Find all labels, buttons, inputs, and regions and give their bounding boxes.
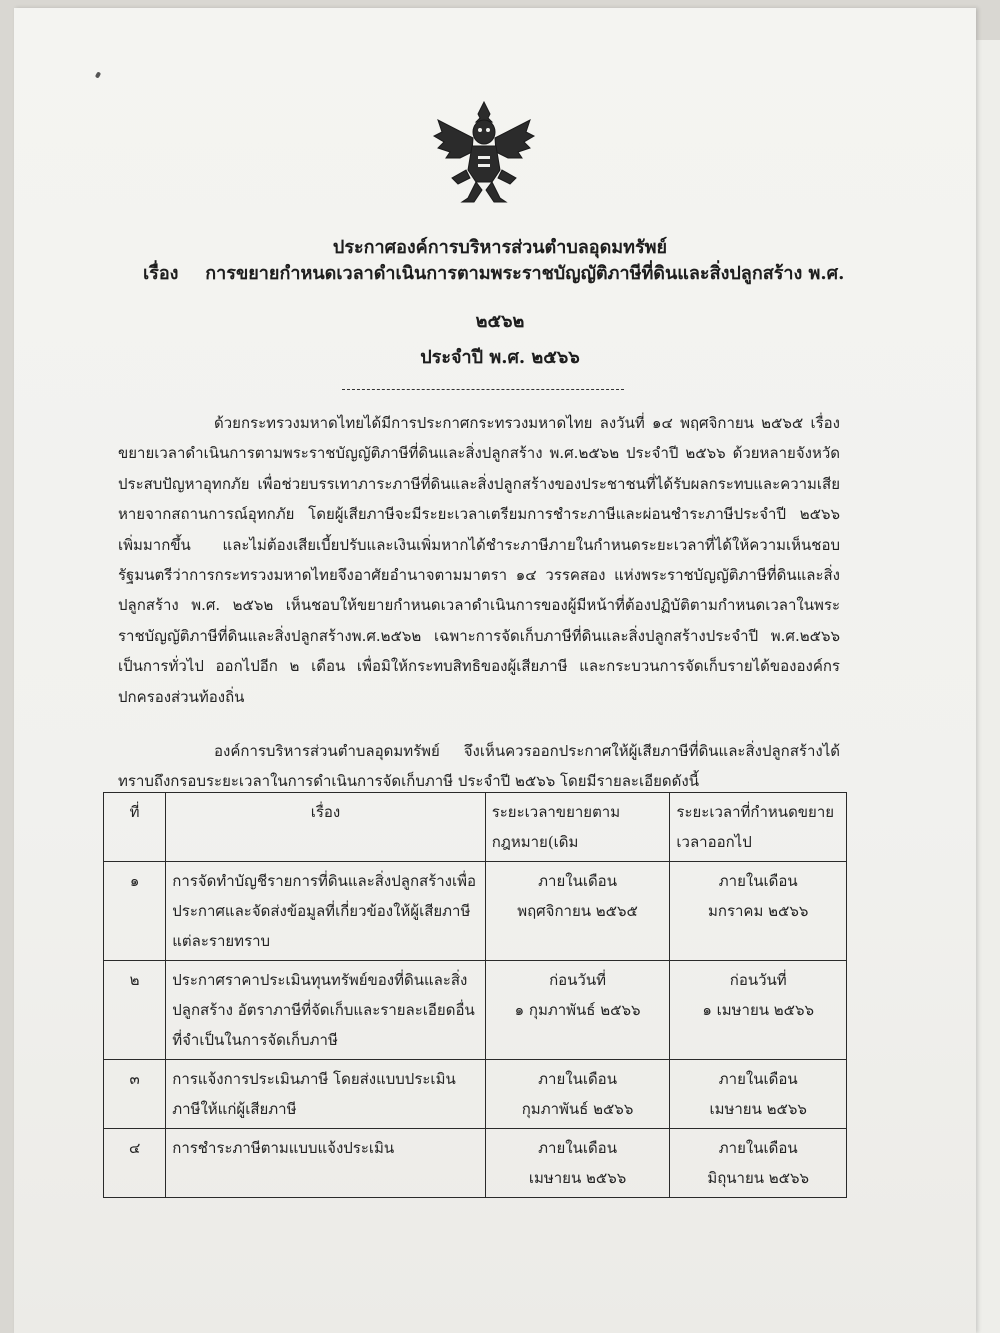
new-period-line-2: ๑ เมษายน ๒๕๖๖ xyxy=(702,1001,815,1019)
old-period-line-1: ภายในเดือน xyxy=(538,1139,617,1157)
old-period-line-2: กุมภาพันธ์ ๒๕๖๖ xyxy=(521,1100,634,1118)
row-new-period xyxy=(670,862,847,961)
subject-line-1: การขยายกำหนดเวลาดำเนินการตามพระราชบัญญัติภาษีที่ดินและสิ่งปลูกสร้าง พ.ศ. xyxy=(205,263,845,284)
schedule-table xyxy=(103,792,847,1198)
row-no: ๓ xyxy=(104,1060,166,1129)
paragraph-1-text: ด้วยกระทรวงมหาดไทยได้มีการประกาศกระทรวงมหาดไทย ลงวันที่ ๑๔ พฤศจิกายน ๒๕๖๕ เรื่องขยายเวลาดำเนินการตามพระราชบัญญัติภาษีที่ดินและสิ่งปลูกสร้าง พ.ศ.๒๕๖๒ ประจำปี ๒๕๖๖ ด้วยหลายจังหวัดประสบปัญหาอุทกภัย เพื่อช่วยบรรเทาภาระภาษีที่ดินและสิ่งปลูกสร้างของประชาชนที่ได้รับผลกระทบและความเสียหายจากสถานการณ์อุทกภัย โดยผู้เสียภาษีจะมีระยะเวลาเตรียมการชำระภาษีและผ่อนชำระภาษีประจำปี ๒๕๖๖ เพิ่มมากขึ้น และไม่ต้องเสียเบี้ยปรับและเงินเพิ่มหากได้ชำระภาษีภายในกำหนดระยะเวลาที่ได้ให้ความเห็นชอบ รัฐมนตรีว่าการกระทรวงมหาดไทยจึงอาศัยอำนาจตามมาตรา ๑๔ วรรคสอง แห่งพระราชบัญญัติภาษีที่ดินและสิ่งปลูกสร้าง พ.ศ. ๒๕๖๒ เห็นชอบให้ขยายกำหนดเวลาดำเนินการของผู้มีหน้าที่ต้องปฏิบัติตามกำหนดเวลาในพระราชบัญญัติภาษีที่ดินและสิ่งปลูกสร้างพ.ศ.๒๕๖๒ เฉพาะการจัดเก็บภาษีที่ดินและสิ่งปลูกสร้างประจำปี พ.ศ.๒๕๖๖ เป็นการทั่วไป ออกไปอีก ๒ เดือน เพื่อมิให้กระทบสิทธิของผู้เสียภาษี และกระบวนการจัดเก็บรายได้ขององค์กรปกครองส่วนท้องถิ่น xyxy=(118,414,840,706)
header-old-period: ระยะเวลาขยายตามกฎหมาย(เดิม xyxy=(485,793,670,862)
row-no: ๔ xyxy=(104,1129,166,1198)
body-paragraph-1 xyxy=(118,408,840,712)
table-row xyxy=(104,1060,847,1129)
body-paragraph-2 xyxy=(118,736,840,797)
subject-label: เรื่อง xyxy=(143,263,179,284)
row-old-period xyxy=(485,862,670,961)
announcement-title: ประกาศองค์การบริหารส่วนตำบลอุดมทรัพย์ xyxy=(332,237,668,258)
table-row xyxy=(104,1129,847,1198)
new-period-line-2: เมษายน ๒๕๖๖ xyxy=(709,1100,807,1118)
header-new-period: ระยะเวลาที่กำหนดขยายเวลาออกไป xyxy=(670,793,847,862)
new-period-line-1: ภายในเดือน xyxy=(718,1070,798,1088)
new-period-line-2: มกราคม ๒๕๖๖ xyxy=(707,902,809,920)
old-period-line-2: ๑ กุมภาพันธ์ ๒๕๖๖ xyxy=(514,1001,641,1019)
year-line: ประจำปี พ.ศ. ๒๕๖๖ xyxy=(420,347,580,368)
garuda-emblem-icon xyxy=(428,98,540,210)
new-period-line-1: ภายในเดือน xyxy=(718,1139,798,1157)
row-subject: การชำระภาษีตามแบบแจ้งประเมิน xyxy=(166,1129,485,1198)
row-subject: การแจ้งการประเมินภาษี โดยส่งแบบประเมินภาษีให้แก่ผู้เสียภาษี xyxy=(166,1060,485,1129)
table-row xyxy=(104,961,847,1060)
new-period-line-1: ภายในเดือน xyxy=(718,872,798,890)
row-subject: ประกาศราคาประเมินทุนทรัพย์ของที่ดินและสิ่งปลูกสร้าง อัตราภาษีที่จัดเก็บและรายละเอียดอื่นที่จำเป็นในการจัดเก็บภาษี xyxy=(166,961,485,1060)
row-new-period xyxy=(670,1129,847,1198)
old-period-line-1: ภายในเดือน xyxy=(538,1070,617,1088)
new-period-line-2: มิถุนายน ๒๕๖๖ xyxy=(707,1169,810,1187)
row-old-period xyxy=(485,961,670,1060)
dashed-divider xyxy=(342,389,624,390)
old-period-line-1: ภายในเดือน xyxy=(538,872,617,890)
row-no: ๒ xyxy=(104,961,166,1060)
subject-block xyxy=(143,258,863,287)
old-period-line-1: ก่อนวันที่ xyxy=(549,971,606,989)
row-new-period xyxy=(670,961,847,1060)
paragraph-2-text: องค์การบริหารส่วนตำบลอุดมทรัพย์ จึงเห็นควรออกประกาศให้ผู้เสียภาษีที่ดินและสิ่งปลูกสร้างได้ทราบถึงกรอบระยะเวลาในการดำเนินการจัดเก็บภาษี ประจำปี ๒๕๖๖ โดยมีรายละเอียดดังนี้ xyxy=(118,742,840,791)
row-new-period xyxy=(670,1060,847,1129)
row-old-period xyxy=(485,1060,670,1129)
table-row xyxy=(104,862,847,961)
old-period-line-2: เมษายน ๒๕๖๖ xyxy=(528,1169,627,1187)
subject-line-2: ๒๕๖๒ xyxy=(475,311,525,332)
row-subject: การจัดทำบัญชีรายการที่ดินและสิ่งปลูกสร้างเพื่อประกาศและจัดส่งข้อมูลที่เกี่ยวข้องให้ผู้เสียภาษีแต่ละรายทราบ xyxy=(166,862,485,961)
new-period-line-1: ก่อนวันที่ xyxy=(729,971,787,989)
table-header-row xyxy=(104,793,847,862)
row-old-period xyxy=(485,1129,670,1198)
old-period-line-2: พฤศจิกายน ๒๕๖๕ xyxy=(517,902,638,920)
row-no: ๑ xyxy=(104,862,166,961)
header-subject: เรื่อง xyxy=(166,793,485,862)
header-no: ที่ xyxy=(104,793,166,862)
